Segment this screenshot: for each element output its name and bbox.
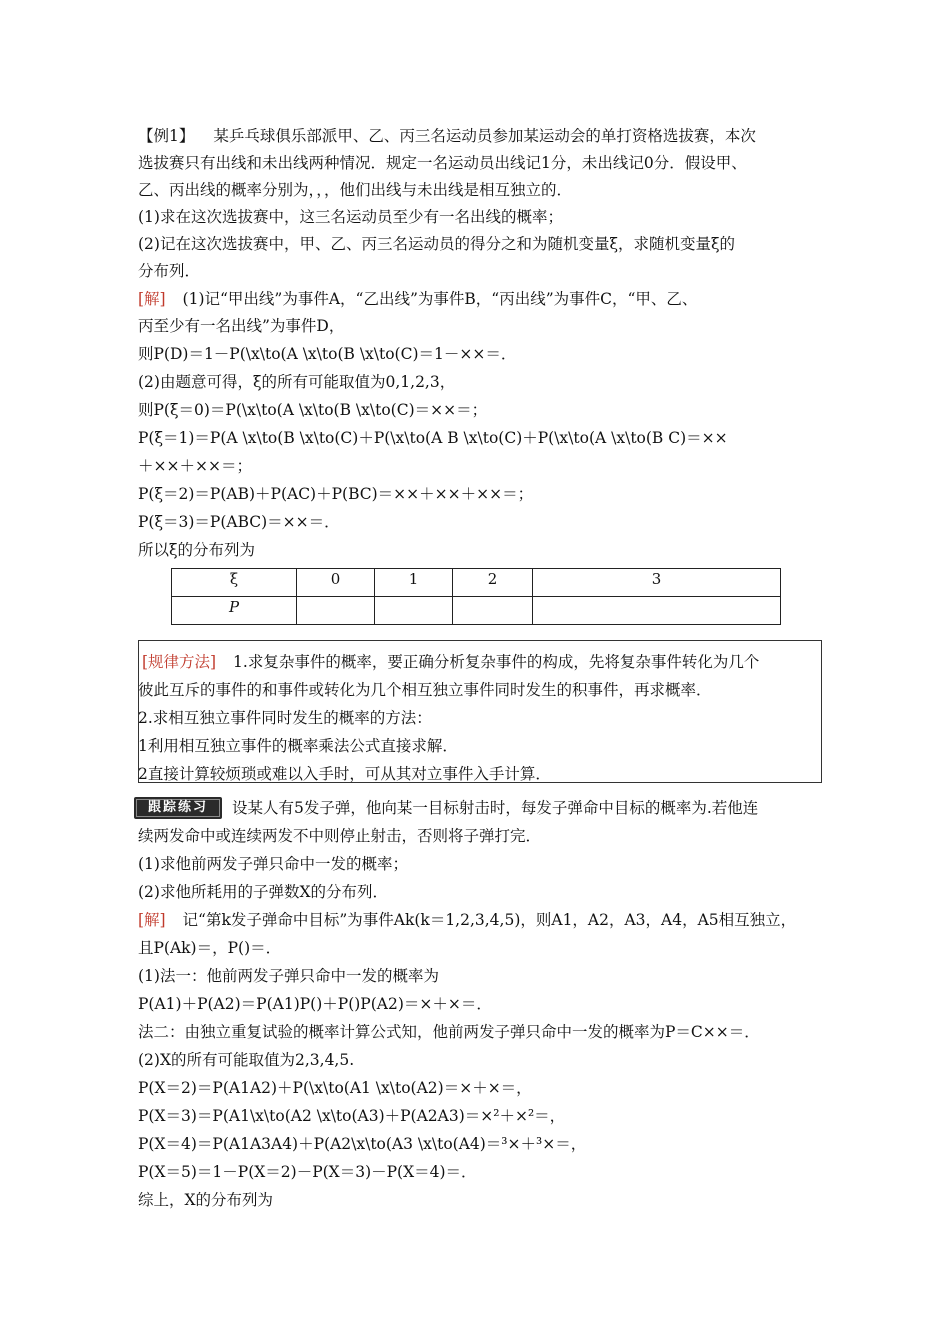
solution-line-9: P(ξ＝3)＝P(ABC)＝××＝．	[138, 513, 340, 531]
practice-line-2: 续两发命中或连续两发不中则停止射击，否则将子弹打完．	[138, 827, 542, 845]
example-line-2: 选拔赛只有出线和未出线两种情况．规定一名运动员出线记1分，未出线记0分．假设甲、	[138, 154, 747, 172]
table-cell: 1	[375, 569, 453, 597]
table-row	[172, 597, 781, 625]
practice-answer-line-3: (1)法一：他前两发子弹只命中一发的概率为	[138, 967, 439, 985]
table-cell	[375, 597, 453, 625]
solution-line-8: P(ξ＝2)＝P(AB)＋P(AC)＋P(BC)＝××＋××＋××＝；	[138, 485, 534, 503]
distribution-table	[171, 568, 781, 625]
table-cell: ξ	[172, 569, 297, 597]
practice-solution-tag: [解]	[138, 911, 166, 929]
example-line-3: 乙、丙出线的概率分别为，，，他们出线与未出线是相互独立的．	[138, 181, 573, 199]
solution-line-10: 所以ξ的分布列为	[138, 541, 256, 559]
table-cell	[533, 597, 781, 625]
solution-line-4: (2)由题意可得，ξ的所有可能取值为0,1,2,3，	[138, 373, 456, 391]
practice-line-1: 设某人有5发子弹，他向某一目标射击时，每发子弹命中目标的概率为.若他连	[232, 799, 759, 817]
practice-answer-line-9: P(X＝4)＝P(A1A3A4)＋P(A2\x\to(A3 \x\to(A4)＝³×＋³×＝，	[138, 1135, 587, 1153]
question-1: (1)求在这次选拔赛中，这三名运动员至少有一名出线的概率；	[138, 208, 563, 226]
solution-line-5: 则P(ξ＝0)＝P(\x\to(A \x\to(B \x\to(C)＝××＝；	[138, 401, 488, 419]
practice-answer-line-2: 且P(Ak)＝，P()＝．	[138, 939, 282, 957]
table-cell	[453, 597, 533, 625]
example-line-1: 【例1】 某乒乓球俱乐部派甲、乙、丙三名运动员参加某运动会的单打资格选拔赛，本次	[138, 127, 756, 145]
table-cell: 2	[453, 569, 533, 597]
practice-answer-line-8: P(X＝3)＝P(A1\x\to(A2 \x\to(A3)＋P(A2A3)＝×²＋×²＝，	[138, 1107, 566, 1125]
solution-line-1: [解] (1)记“甲出线”为事件A，“乙出线”为事件B，“丙出线”为事件C，“甲、乙、	[138, 290, 698, 308]
method-line-5: 2直接计算较烦琐或难以入手时，可从其对立事件入手计算．	[138, 765, 551, 783]
practice-answer-line-10: P(X＝5)＝1－P(X＝2)－P(X＝3)－P(X＝4)＝．	[138, 1163, 477, 1181]
method-line-3: 2.求相互独立事件同时发生的概率的方法：	[138, 709, 432, 727]
practice-question-1: (1)求他前两发子弹只命中一发的概率；	[138, 855, 408, 873]
practice-answer-line-7: P(X＝2)＝P(A1A2)＋P(\x\to(A1 \x\to(A2)＝×＋×＝，	[138, 1079, 532, 1097]
example-tag: 【例1】	[138, 127, 195, 145]
solution-tag: [解]	[138, 290, 166, 308]
table-cell: 0	[297, 569, 375, 597]
practice-answer-line-11: 综上，X的分布列为	[138, 1191, 274, 1209]
solution-line-2: 丙至少有一名出线”为事件D，	[138, 317, 345, 335]
method-tag: [规律方法]	[142, 653, 217, 671]
table-row	[172, 569, 781, 597]
question-2: (2)记在这次选拔赛中，甲、乙、丙三名运动员的得分之和为随机变量ξ，求随机变量ξ的	[138, 235, 736, 253]
practice-answer-line-6: (2)X的所有可能取值为2,3,4,5.	[138, 1051, 355, 1069]
practice-answer-line-4: P(A1)＋P(A2)＝P(A1)P()＋P()P(A2)＝×＋×＝．	[138, 995, 492, 1013]
method-line-2: 彼此互斥的事件的和事件或转化为几个相互独立事件同时发生的积事件，再求概率．	[138, 681, 712, 699]
method-line-4: 1利用相互独立事件的概率乘法公式直接求解．	[138, 737, 458, 755]
table-cell	[297, 597, 375, 625]
practice-badge: 跟踪练习	[134, 797, 222, 819]
practice-answer-line-5: 法二：由独立重复试验的概率计算公式知，他前两发子弹只命中一发的概率为P＝C××＝．	[138, 1023, 760, 1041]
solution-line-7: ＋××＋××＝；	[138, 457, 252, 475]
solution-line-3: 则P(D)＝1－P(\x\to(A \x\to(B \x\to(C)＝1－××＝．	[138, 345, 517, 363]
question-2-cont: 分布列．	[138, 262, 201, 280]
method-line-1: [规律方法] 1.求复杂事件的概率，要正确分析复杂事件的构成，先将复杂事件转化为几个	[142, 653, 760, 671]
practice-answer-line-1: [解] 记“第k发子弹命中目标”为事件Ak(k＝1,2,3,4,5)，则A1，A2，A3，A4，A5相互独立，	[138, 911, 797, 929]
table-cell: 3	[533, 569, 781, 597]
solution-line-6: P(ξ＝1)＝P(A \x\to(B \x\to(C)＋P(\x\to(A B \x\to(C)＋P(\x\to(A \x\to(B C)＝××	[138, 429, 728, 447]
table-cell: P	[172, 597, 297, 625]
practice-question-2: (2)求他所耗用的子弹数X的分布列．	[138, 883, 388, 901]
